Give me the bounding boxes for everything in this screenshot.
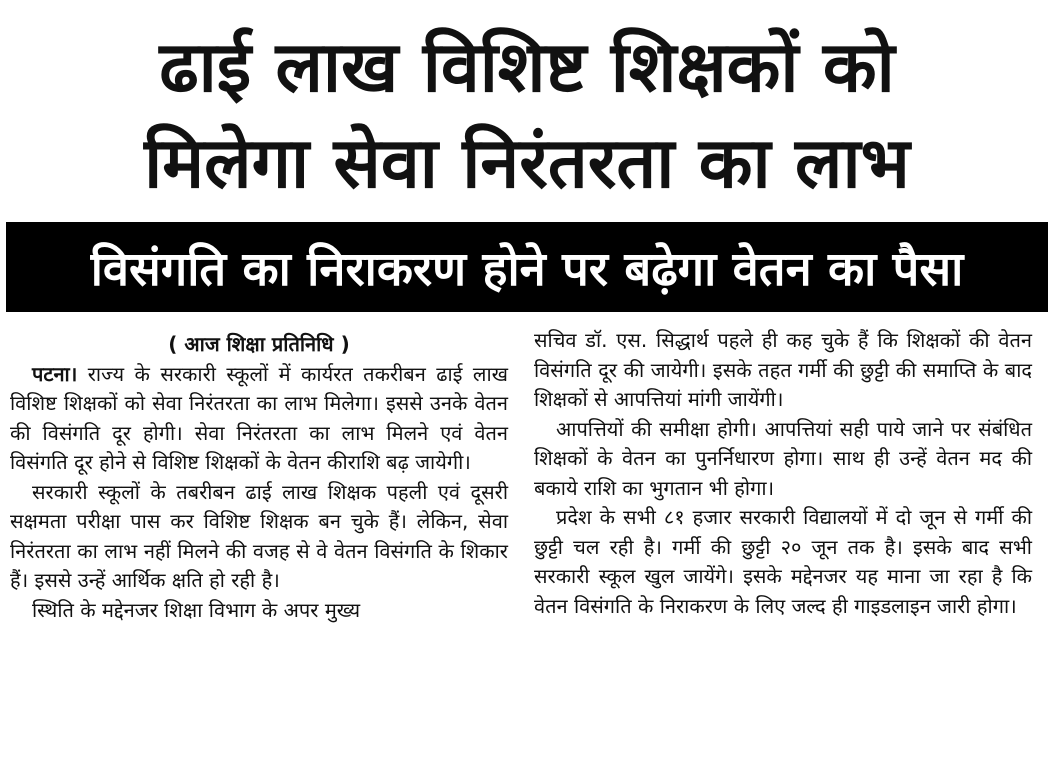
article-paragraph xyxy=(10,360,508,478)
article-column-right xyxy=(534,326,1032,621)
article-paragraph: आपत्तियों की समीक्षा होगी। आपत्तियां सही पाये जाने पर संबंधित शिक्षकों के वेतन का पुनर्निधारण होगा। साथ ही उन्हें वेतन मद की बकाये राशि का भुगतान भी होगा। xyxy=(534,416,1032,500)
article-paragraph: स्थिति के मद्देनजर शिक्षा विभाग के अपर मुख्य xyxy=(32,597,361,622)
dateline: पटना। xyxy=(32,361,78,386)
article-column-left xyxy=(10,330,508,625)
headline-line-1: ढाई लाख विशिष्ट शिक्षकों को xyxy=(159,26,895,108)
article-paragraph: सरकारी स्कूलों के तबरीबन ढाई लाख शिक्षक पहली एवं दूसरी सक्षमता परीक्षा पास कर विशिष्ट शिक्षक बन चुके हैं। लेकिन, सेवा निरंतरता का लाभ नहीं मिलने की वजह से वे वेतन विसंगति के शिकार हैं। इससे उन्हें आर्थिक क्षति हो रही है। xyxy=(10,479,508,592)
article-paragraph: सचिव डॉ. एस. सिद्धार्थ पहले ही कह चुके हैं कि शिक्षकों की वेतन विसंगति दूर की जायेगी। इसके तहत गर्मी की छुट्टी की समाप्ति के बाद शिक्षकों से आपत्तियां मांगी जायेंगी। xyxy=(534,328,1032,411)
subheadline-banner xyxy=(6,222,1048,312)
headline-line-2: मिलेगा सेवा निरंतरता का लाभ xyxy=(144,122,910,204)
subheadline-text: विसंगति का निराकरण होने पर बढ़ेगा वेतन का पैसा xyxy=(90,242,964,297)
paragraph-text: राज्य के सरकारी स्कूलों में कार्यरत तकरीबन ढाई लाख विशिष्ट शिक्षकों को सेवा निरंतरता का लाभ मिलेगा। इससे उनके वेतन की विसंगति दूर होगी। सेवा निरंतरता का लाभ मिलने एवं वेतन विसंगति दूर होने से विशिष्ट शिक्षकों के वेतन कीराशि बढ़ जायेगी। xyxy=(10,361,508,474)
article-paragraph: प्रदेश के सभी ८१ हजार सरकारी विद्यालयों में दो जून से गर्मी की छुट्टी चल रही है। गर्मी की छुट्टी २० जून तक है। इसके बाद सभी सरकारी स्कूल खुल जायेंगे। इसके मद्देनजर यह माना जा रहा है कि वेतन विसंगति के निराकरण के लिए जल्द ही गाइडलाइन जारी होगा। xyxy=(534,505,1032,618)
byline: ( आज शिक्षा प्रतिनिधि ) xyxy=(168,332,350,356)
